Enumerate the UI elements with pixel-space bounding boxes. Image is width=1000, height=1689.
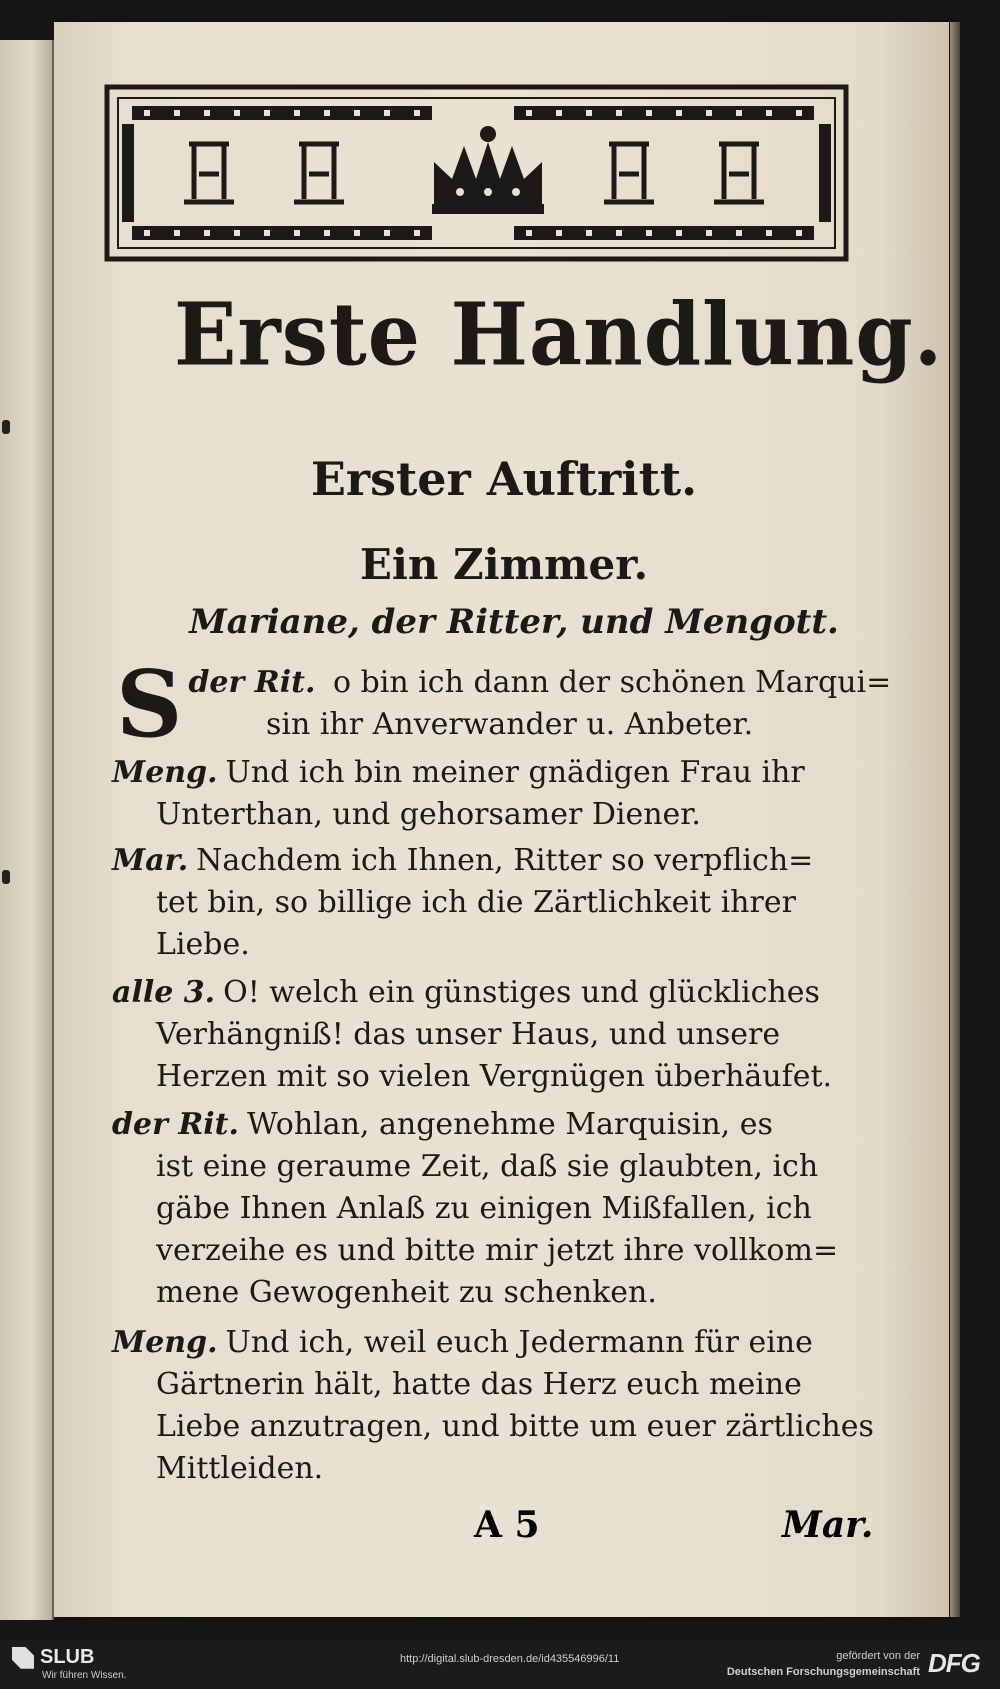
- slub-logo-text: SLUB: [40, 1646, 95, 1668]
- speech-line: Herzen mit so vielen Vergnügen überhäufet.: [156, 1059, 833, 1094]
- dfg-logo[interactable]: DFG: [928, 1648, 980, 1678]
- speech-line: O! welch ein günstiges und glückliches: [223, 975, 820, 1010]
- speech-line: verzeihe es und bitte mir jetzt ihre vollkom=: [156, 1233, 839, 1268]
- speech-line: gäbe Ihnen Anlaß zu einigen Mißfallen, ich: [156, 1191, 812, 1226]
- slub-logo-icon: [12, 1647, 34, 1669]
- speech-line: Und ich bin meiner gnädigen Frau ihr: [225, 755, 805, 790]
- speaker-label: der Rit.: [112, 1107, 239, 1142]
- speech-line: ist eine geraume Zeit, daß sie glaubten, ich: [156, 1149, 819, 1184]
- signature-mark: A 5: [474, 1504, 540, 1546]
- ornament-graphic: [104, 84, 849, 262]
- speech-line: Unterthan, und gehorsamer Diener.: [156, 797, 701, 832]
- speech-line: Liebe anzutragen, und bitte um euer zärtliches: [156, 1409, 874, 1444]
- speech-2: [112, 752, 942, 836]
- speaker-label: Meng.: [112, 755, 218, 790]
- speech-line: mene Gewogenheit zu schenken.: [156, 1275, 657, 1310]
- slub-tagline: Wir führen Wissen.: [42, 1670, 127, 1681]
- scene-heading: Erster Auftritt.: [310, 452, 698, 506]
- left-page-edge: [0, 40, 54, 1620]
- binding-mark: [2, 420, 10, 434]
- speaker-label: Meng.: [112, 1325, 218, 1360]
- binding-mark: [2, 870, 10, 884]
- page-fore-edge: [950, 22, 960, 1617]
- act-title: Erste Handlung.: [174, 284, 944, 386]
- speech-line: Nachdem ich Ihnen, Ritter so verpflich=: [196, 843, 814, 878]
- permalink-url[interactable]: http://digital.slub-dresden.de/id435546996/11: [400, 1653, 620, 1665]
- speaker-label: der Rit.: [188, 665, 316, 700]
- speech-line: Und ich, weil euch Jedermann für eine: [225, 1325, 813, 1360]
- speech-line: Gärtnerin hält, hatte das Herz euch meine: [156, 1367, 802, 1402]
- cast-list: Mariane, der Ritter, und Mengott.: [189, 602, 839, 642]
- funding-line-2: Deutschen Forschungsgemeinschaft: [726, 1666, 920, 1678]
- speech-line: sin ihr Anverwander u. Anbeter.: [266, 707, 754, 742]
- speech-line: tet bin, so billige ich die Zärtlichkeit ihrer: [156, 885, 796, 920]
- speech-line: Verhängniß! das unser Haus, und unsere: [156, 1017, 781, 1052]
- viewer-footer-bar: [0, 1640, 1000, 1689]
- speech-line: Liebe.: [156, 927, 250, 962]
- speaker-label: Mar.: [112, 843, 189, 878]
- speech-5: [112, 1104, 942, 1314]
- funding-notice: [706, 1648, 920, 1680]
- speech-1: [112, 650, 942, 758]
- speech-4: [112, 972, 942, 1098]
- slub-logo[interactable]: [12, 1646, 94, 1669]
- speaker-label: alle 3.: [112, 975, 216, 1010]
- speech-line: Mittleiden.: [156, 1451, 324, 1486]
- speech-3: [112, 840, 942, 966]
- speech-line: o bin ich dann der schönen Marqui=: [332, 665, 892, 700]
- book-page: [54, 22, 949, 1617]
- catchword: Mar.: [782, 1504, 874, 1546]
- setting-line: Ein Zimmer.: [359, 540, 649, 589]
- funding-line-1: gefördert von der: [836, 1650, 920, 1662]
- decorative-header-border: [104, 84, 849, 262]
- speech-6: [112, 1322, 942, 1490]
- speech-line: Wohlan, angenehme Marquisin, es: [246, 1107, 773, 1142]
- drop-cap: S: [116, 650, 183, 758]
